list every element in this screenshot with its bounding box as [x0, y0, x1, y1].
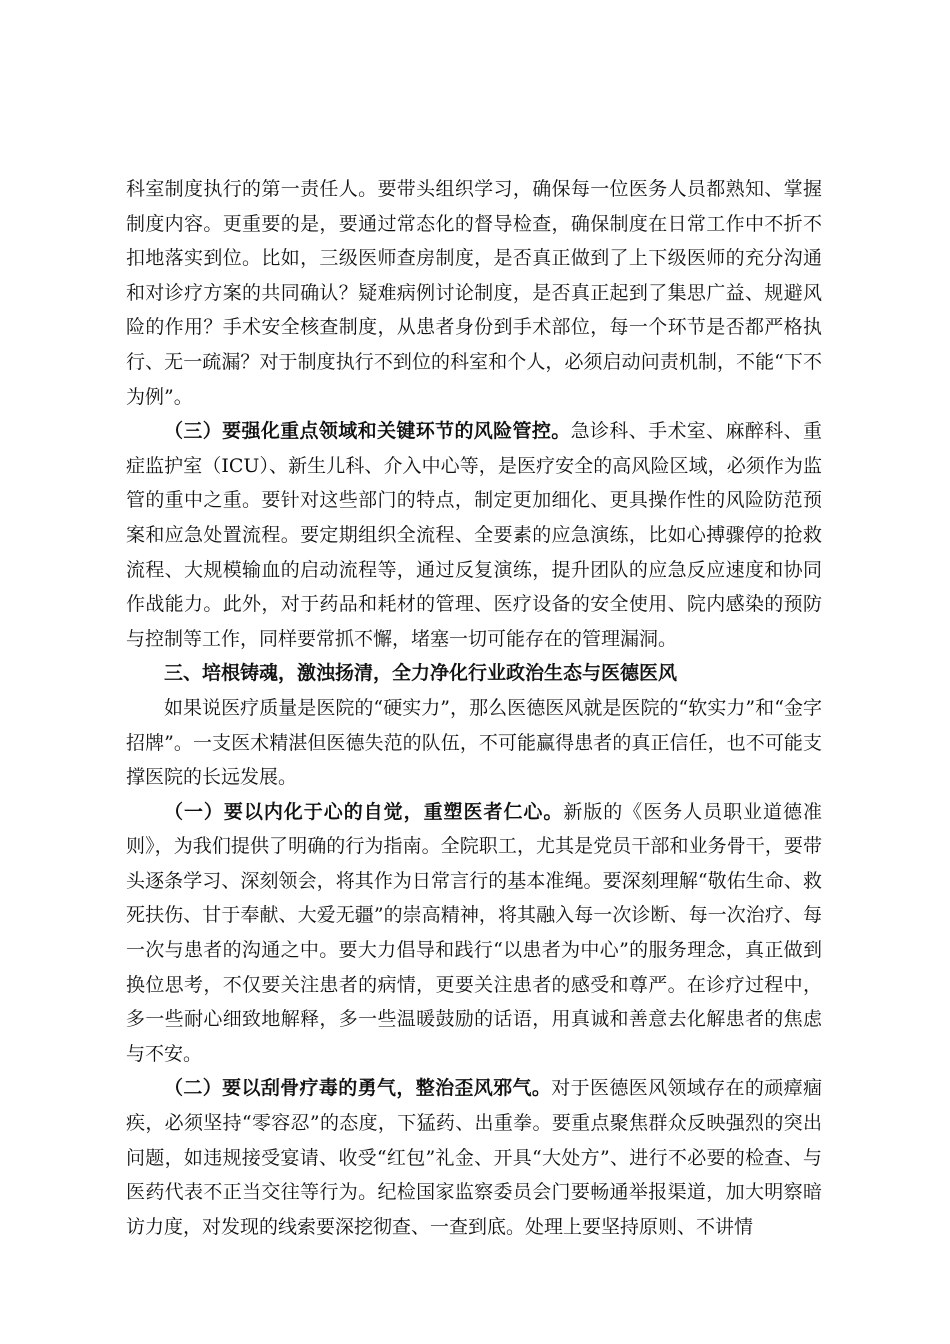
paragraph-lead-heading: （二）要以刮骨疗毒的勇气，整治歪风邪气。 [164, 1077, 552, 1100]
paragraph-risk-control [126, 414, 822, 656]
paragraph-lead-heading: （三）要强化重点领域和关键环节的风险管控。 [164, 420, 571, 443]
paragraph-intro: 如果说医疗质量是医院的“硬实力”，那么医德医风就是医院的“软实力”和“金字招牌”。一支医术精湛但医德失范的队伍，不可能赢得患者的真正信任，也不可能支撑医院的长远发展。 [126, 696, 822, 789]
paragraph-rectification [126, 1071, 822, 1244]
paragraph-text: 新版的《医务人员职业道德准则》，为我们提供了明确的行为指南。全院职工，尤其是党员干部和业务骨干，要带头逐条学习、深刻领会，将其作为日常言行的基本准绳。要深刻理解“敬佑生命、救死扶伤、甘于奉献、大爱无疆”的崇高精神，将其融入每一次诊断、每一次治疗、每一次与患者的沟通之中。要大力倡导和践行“以患者为中心”的服务理念，真正做到换位思考，不仅要关注患者的病情，更要关注患者的感受和尊严。在诊疗过程中，多一些耐心细致地解释，多一些温暖鼓励的话语，用真诚和善意去化解患者的焦虑与不安。 [126, 800, 822, 1065]
document-body [126, 172, 822, 1244]
paragraph-text: 对于医德医风领域存在的顽瘴痼疾，必须坚持“零容忍”的态度，下猛药、出重拳。要重点聚焦群众反映强烈的突出问题，如违规接受宴请、收受“红包”礼金、开具“大处方”、进行不必要的检查、与医药代表不正当交往等行为。纪检国家监察委员会门要畅通举报渠道，加大明察暗访力度，对发现的线索要深挖彻查、一查到底。处理上要坚持原则、不讲情 [126, 1077, 822, 1238]
section-heading: 三、培根铸魂，激浊扬清，全力净化行业政治生态与医德医风 [164, 662, 678, 685]
paragraph-text: 急诊科、手术室、麻醉科、重症监护室（ICU）、新生儿科、介入中心等，是医疗安全的高风险区域，必须作为监管的重中之重。要针对这些部门的特点，制定更加细化、更具操作性的风险防范预案和应急处置流程。要定期组织全流程、全要素的应急演练，比如心搏骤停的抢救流程、大规模输血的启动流程等，通过反复演练，提升团队的应急反应速度和协同作战能力。此外，对于药品和耗材的管理、医疗设备的安全使用、院内感染的预防与控制等工作，同样要常抓不懈，堵塞一切可能存在的管理漏洞。 [126, 420, 822, 650]
paragraph-lead-heading: （一）要以内化于心的自觉，重塑医者仁心。 [164, 800, 564, 823]
paragraph-continuation: 科室制度执行的第一责任人。要带头组织学习，确保每一位医务人员都熟知、掌握制度内容。更重要的是，要通过常态化的督导检查，确保制度在日常工作中不折不扣地落实到位。比如，三级医师查房制度，是否真正做到了上下级医师的充分沟通和对诊疗方案的共同确认？疑难病例讨论制度，是否真正起到了集思广益、规避风险的作用？手术安全核查制度，从患者身份到手术部位，每一个环节是否都严格执行、无一疏漏？对于制度执行不到位的科室和个人，必须启动问责机制，不能“下不为例”。 [126, 178, 822, 408]
paragraph-ethics [126, 795, 822, 1072]
